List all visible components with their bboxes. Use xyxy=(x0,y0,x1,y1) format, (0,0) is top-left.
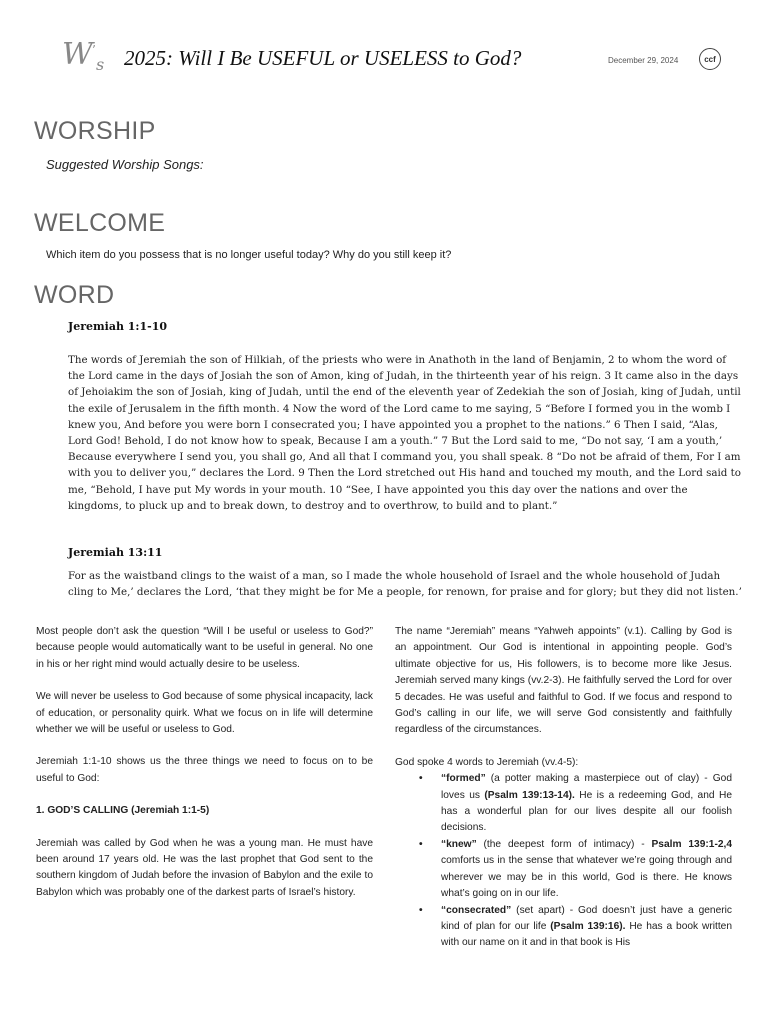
welcome-heading: WELCOME xyxy=(34,209,166,237)
scripture-passage-2: For as the waistband clings to the waist of a man, so I made the whole household of Israel and the whole household of Judah cling to Me,’ declares the Lord, ‘that they might be for Me a people, for renown, for praise and for glory; but they did not listen.’ xyxy=(68,570,742,599)
paragraph: Most people don’t ask the question “Will I be useful or useless to God?” because people would automatically want to be useful in general. No one in his or her right mind would actually desire to be useless. xyxy=(36,626,373,670)
welcome-question: Which item do you possess that is no longer useful today? Why do you still keep it? xyxy=(46,249,452,261)
item-text: He has a book written with our name on it and in that book is His xyxy=(441,920,732,949)
svg-text:W: W xyxy=(62,37,93,72)
item-text: He is a redeeming God, and He has a wonderful plan for our lives despite all our foolish decisions. xyxy=(441,789,732,834)
list-item xyxy=(441,837,732,903)
paragraph: The name “Jeremiah” means “Yahweh appoints” (v.1). Calling by God is an appointment. Our God is intentional in appointing people. God’s ultimate objective for us, His followers, is to become more like Jesus. Jeremiah served many kings (vv.2-3). He faithfully served the Lord for over 5 decades. He was useful and faithful to God. If we focus and respond to God’s calling in our life, we will serve God consistently and faithfully regardless of the circumstances. xyxy=(395,626,732,736)
list-item xyxy=(441,771,732,837)
worship-heading: WORSHIP xyxy=(34,117,156,145)
word-heading: WORD xyxy=(34,281,115,309)
svg-text:’: ’ xyxy=(92,43,96,57)
paragraph: Jeremiah was called by God when he was a young man. He must have been around 17 years old. He was the last prophet that God sent to the southern kingdom of Judah before the invasion of Babylon and the exile to Babylon which was probably one of the darkest parts of Israel’s history. xyxy=(36,837,373,898)
scripture-reference-2: Jeremiah 13:11 xyxy=(68,546,163,559)
verse-reference: Psalm 139:1-2,4 xyxy=(651,838,732,850)
document-date: December 29, 2024 xyxy=(608,56,679,65)
word-term: “formed” xyxy=(441,773,486,785)
verse-reference: (Psalm 139:13-14). xyxy=(484,789,575,801)
paragraph: We will never be useless to God because of some physical incapacity, lack of education, or personality quirk. What we focus on in life will determine whether we will be useful or useless to God. xyxy=(36,691,373,736)
words-list xyxy=(395,771,732,951)
word-term: “knew” xyxy=(441,838,477,850)
suggested-songs-label: Suggested Worship Songs: xyxy=(46,157,204,172)
verse-reference: (Psalm 139:16). xyxy=(550,920,626,932)
left-column xyxy=(36,624,373,901)
paragraph: Jeremiah 1:1-10 shows us the three things we need to focus on to be useful to God: xyxy=(36,756,373,784)
word-term: “consecrated” xyxy=(441,904,512,916)
page-title: 2025: Will I Be USEFUL or USELESS to God? xyxy=(124,46,522,70)
paragraph: God spoke 4 words to Jeremiah (vv.4-5): xyxy=(395,756,579,768)
right-column xyxy=(395,624,732,952)
item-text: comforts us in the sense that whatever we’re going through and wherever we may be in this world, God is there. He knows what’s going on in our life. xyxy=(441,855,732,900)
scripture-reference-1: Jeremiah 1:1-10 xyxy=(68,320,168,333)
svg-text:s: s xyxy=(96,55,105,74)
item-text: (the deepest form of intimacy) - xyxy=(476,838,652,850)
ws-logo xyxy=(60,34,116,74)
scripture-passage-1: The words of Jeremiah the son of Hilkiah, of the priests who were in Anathoth in the land of Benjamin, 2 to whom the word of the Lord came in the days of Josiah the son of Amon, king of Judah, in the thirteenth year of his reign. 3 It came also in the days of Jehoiakim the son of Josiah, king of Judah, until the end of the eleventh year of Zedekiah the son of Josiah, king of Judah, until the exile of Jerusalem in the fifth month. 4 Now the word of the Lord came to me saying, 5 “Before I formed you in the womb I knew you, And before you were born I consecrated you; I have appointed you a prophet to the nations.” 6 Then I said, “Alas, Lord God! Behold, I do not know how to speak, Because I am a youth.” 7 But the Lord said to me, “Do not say, ‘I am a youth,’ Because everywhere I send you, you shall go, And all that I command you, you shall speak. 8 “Do not be afraid of them, For I am with you to deliver you,” declares the Lord. 9 Then the Lord stretched out His hand and touched my mouth, and the Lord said to me, “Behold, I have put My words in your mouth. 10 “See, I have appointed you this day over the nations and over the kingdoms, to pluck up and to break down, to destroy and to overthrow, to build and to plant.” xyxy=(68,354,741,512)
ccf-logo: ccf xyxy=(699,48,721,70)
item-text: (set apart) - God doesn’t just have a generic kind of plan for our life xyxy=(441,904,732,932)
point-heading: 1. GOD’S CALLING (Jeremiah 1:1-5) xyxy=(36,805,210,817)
list-item xyxy=(441,903,732,952)
item-text: (a potter making a masterpiece out of clay) - God loves us xyxy=(441,773,732,801)
